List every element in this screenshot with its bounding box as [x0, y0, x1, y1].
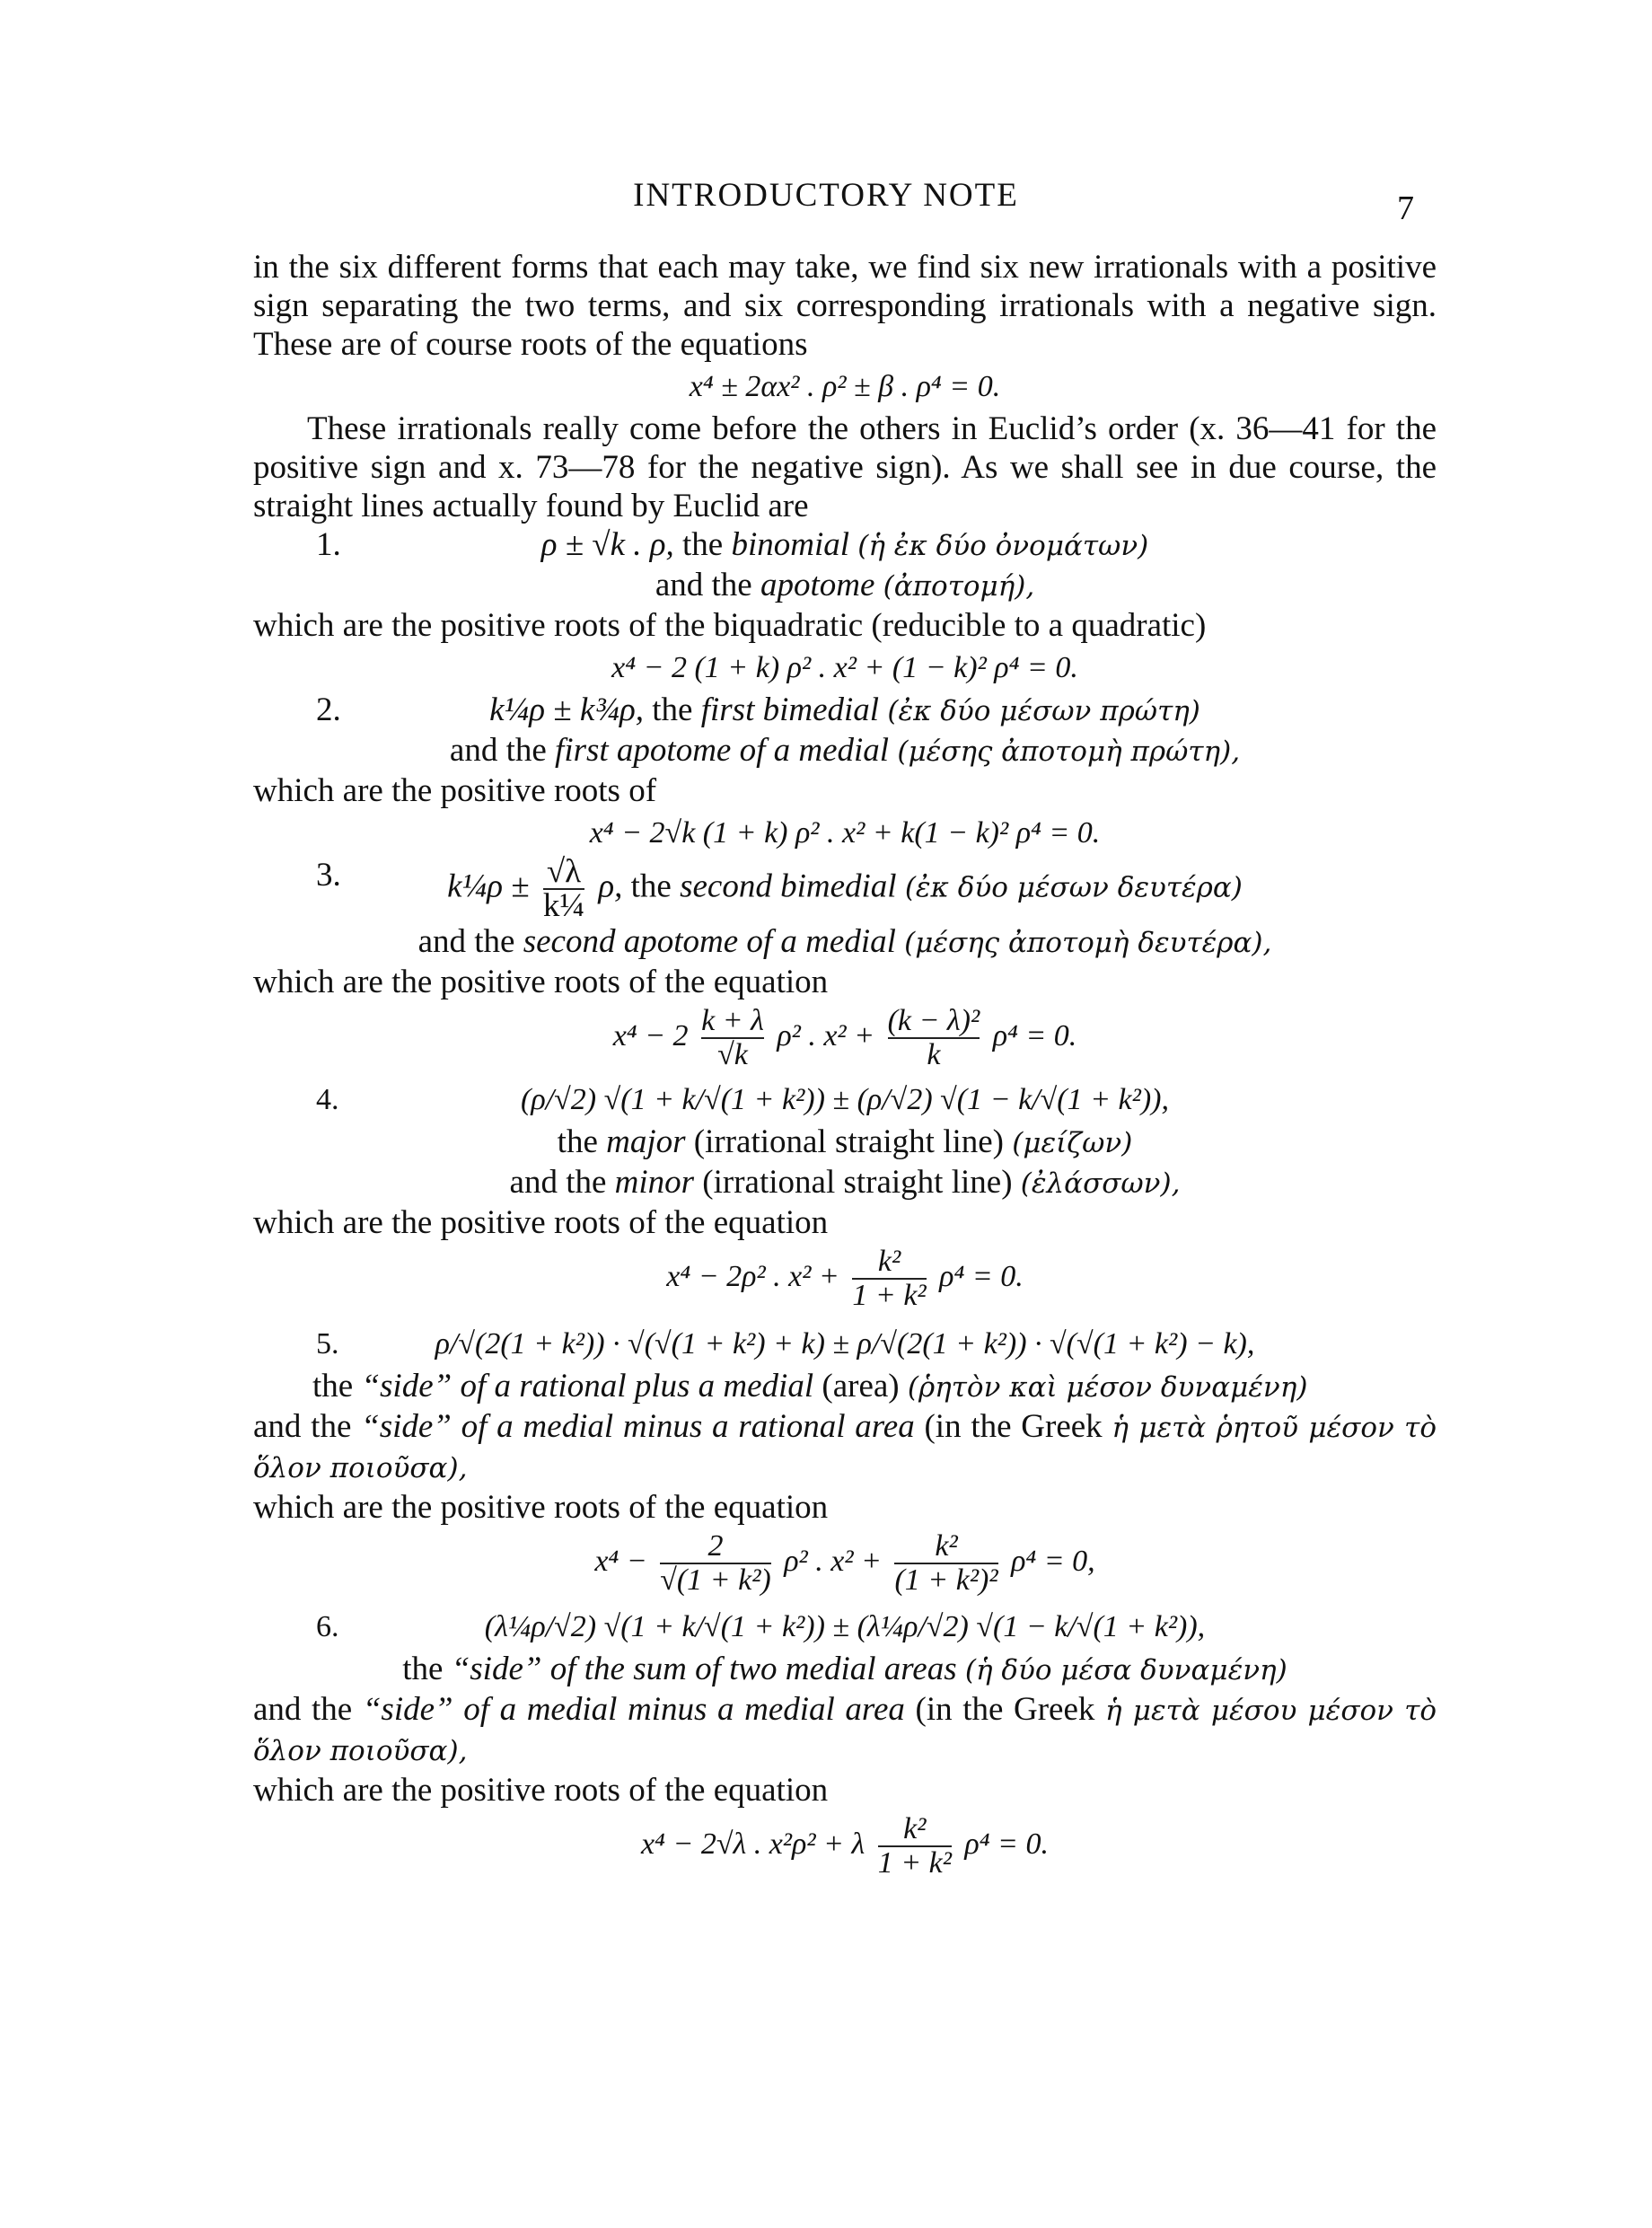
item-2-line [253, 691, 1437, 731]
item-6-and: and the [253, 1691, 353, 1728]
item-5-greek: (ῥητὸν καὶ μέσον δυναμένη) [907, 1371, 1308, 1404]
item-5-line-2 [253, 1367, 1437, 1407]
item-2-name-2: first apotome of a medial [555, 732, 890, 769]
item-3-greek: (ἐκ δύο μέσων δευτέρα) [904, 871, 1243, 904]
item-6-greek-2: ἡ μετὰ μέσου μέσον τὸ ὅλον ποιοῦσα), [253, 1695, 1437, 1767]
item-5-eq-f2-num: k² [935, 1529, 958, 1563]
item-3-pre: k¼ρ ± [447, 867, 530, 905]
item-3-eq-b: ρ² . x² + [777, 1018, 875, 1052]
item-4-name-2: minor [614, 1164, 695, 1201]
item-1-roots: which are the positive roots of the biquadratic (reducible to a quadratic) [253, 607, 1207, 644]
item-2-line-2 [253, 731, 1437, 771]
item-5-and: and the [253, 1408, 352, 1445]
item-2-the: the [652, 691, 693, 728]
item-6-line-2 [253, 1650, 1437, 1690]
item-5-name: of a rational plus a medial [460, 1368, 814, 1405]
item-3-eq-frac-2 [888, 1005, 980, 1071]
item-1-the: the [682, 526, 724, 563]
item-5-side-2: “side” [361, 1408, 452, 1445]
item-1-line [253, 525, 1437, 566]
item-2-number: 2. [316, 691, 341, 728]
item-6-expression: (λ¼ρ/√2) √(1 + k/√(1 + k²)) ± (λ¼ρ/√2) √(1 − k/√(1 + k²)), [484, 1610, 1206, 1643]
item-3-frac-num: √λ [546, 853, 582, 890]
item-4-eq-f-num: k² [877, 1245, 901, 1278]
item-4-number: 4. [316, 1083, 339, 1116]
item-2-expression: k¼ρ ± k¾ρ, [489, 691, 645, 728]
item-5-roots: which are the positive roots of the equation [253, 1489, 829, 1526]
item-3-roots: which are the positive roots of the equation [253, 964, 829, 1000]
item-5-greek-2: ἡ μετὰ ῥητοῦ μέσον τὸ ὅλον ποιοῦσα), [253, 1412, 1437, 1484]
item-5-side: “side” [361, 1368, 453, 1405]
item-2-greek: (ἐκ δύο μέσων πρώτη) [887, 695, 1200, 727]
item-6-side-2: “side” [362, 1691, 453, 1728]
item-3-name: second bimedial [680, 867, 897, 905]
item-5-line-3 [253, 1407, 1437, 1488]
item-5-eq-a: x⁴ − [594, 1544, 647, 1578]
running-header [0, 176, 1652, 227]
item-6-name: of the sum of two medial areas [549, 1651, 957, 1687]
item-4-name: major [606, 1123, 686, 1160]
item-1-greek-2: (ἀποτομή), [883, 570, 1035, 603]
item-4-expression: (ρ/√2) √(1 + k/√(1 + k²)) ± (ρ/√2) √(1 − k/√(1 + k²)), [521, 1083, 1169, 1116]
item-3-line [253, 853, 1437, 924]
item-5-line [253, 1325, 1437, 1363]
item-3-post: ρ, [598, 867, 623, 905]
item-6-name-2: of a medial minus a medial area [463, 1691, 905, 1728]
item-4-the: the [557, 1123, 598, 1160]
item-1-name-2: apotome [760, 567, 875, 603]
item-5-name-2: of a medial minus a rational area [461, 1408, 915, 1445]
item-5-eq-frac-2 [894, 1530, 997, 1597]
item-3-frac-den: k¼ [542, 887, 585, 924]
page-number: 7 [1397, 189, 1414, 227]
item-6-greek: (ἡ δύο μέσα δυναμένη) [964, 1654, 1287, 1686]
item-1-equation: x⁴ − 2 (1 + k) ρ² . x² + (1 − k)² ρ⁴ = 0. [611, 651, 1078, 684]
item-1-number: 1. [316, 526, 341, 563]
item-4-greek: (μείζων) [1012, 1127, 1133, 1159]
item-6-roots: which are the positive roots of the equation [253, 1772, 829, 1809]
item-3-line-2 [253, 922, 1437, 963]
item-5-eq-f1-den: √(1 + k²) [660, 1563, 771, 1597]
item-5-area: (area) [822, 1368, 900, 1405]
item-4-equation [253, 1246, 1437, 1312]
item-1-name: binomial [731, 526, 850, 563]
item-4-eq-b: ρ⁴ = 0. [939, 1259, 1024, 1293]
item-3-eq-frac-1 [701, 1005, 764, 1071]
page-body [253, 248, 1437, 1883]
item-5-eq-frac-1 [660, 1530, 771, 1597]
item-4-mid-2: (irrational straight line) [702, 1164, 1013, 1201]
item-6-equation [253, 1813, 1437, 1880]
item-4-eq-frac [852, 1246, 926, 1312]
item-6-eq-f-den: 1 + k² [877, 1846, 952, 1880]
item-6-line-3 [253, 1690, 1437, 1771]
item-3-eq-c: ρ⁴ = 0. [992, 1018, 1077, 1052]
item-2-equation: x⁴ − 2√k (1 + k) ρ² . x² + k(1 − k)² ρ⁴ = 0. [589, 816, 1101, 850]
item-3-the: the [630, 867, 672, 905]
item-3-eq-f2-den: k [888, 1037, 980, 1071]
item-4-greek-2: (ἐλάσσων), [1020, 1167, 1181, 1200]
item-3-equation [253, 1005, 1437, 1071]
item-6-eq-b: ρ⁴ = 0. [964, 1827, 1050, 1861]
item-4-mid: (irrational straight line) [693, 1123, 1004, 1160]
item-3-eq-f1-num: k + λ [701, 1004, 764, 1037]
paragraph-2: These irrationals really come before the others in Euclid’s order (x. 36—41 for the positive sign and x. 73—78 for the negative sign). As we shall see in due course, the straight lines actually found by Euclid are [253, 410, 1437, 524]
item-3-eq-a: x⁴ − 2 [612, 1018, 689, 1052]
equation-general: x⁴ ± 2αx² . ρ² ± β . ρ⁴ = 0. [689, 370, 1001, 403]
item-1-expression: ρ ± √k . ρ, [540, 526, 674, 563]
item-3-and: and the [417, 923, 515, 960]
item-3-eq-f2-num: (k − λ)² [887, 1004, 980, 1037]
item-5-eq-f1-num: 2 [707, 1529, 724, 1563]
item-6-eq-frac [878, 1813, 952, 1880]
item-3-eq-f1-den: √k [701, 1037, 764, 1071]
item-4-and: and the [509, 1164, 607, 1201]
item-5-in-greek: (in the Greek [924, 1408, 1103, 1445]
item-6-line [253, 1607, 1437, 1646]
item-4-roots: which are the positive roots of the equation [253, 1204, 829, 1241]
item-1-line-2 [253, 566, 1437, 606]
item-2-roots: which are the positive roots of [253, 772, 657, 809]
paragraph-1: in the six different forms that each may take, we find six new irrationals with a positive sign separating the two terms, and six corresponding irrationals with a negative sign. These are of course roots of the equations [253, 249, 1437, 363]
item-5-the: the [312, 1368, 354, 1405]
item-2-and: and the [449, 732, 547, 769]
item-1-and: and the [655, 567, 752, 603]
item-3-fraction [542, 853, 585, 924]
item-4-eq-f-den: 1 + k² [852, 1279, 927, 1312]
item-1-greek: (ἡ ἐκ δύο ὀνομάτων) [857, 530, 1149, 562]
item-5-eq-f2-den: (1 + k²)² [894, 1563, 998, 1597]
item-6-eq-f-num: k² [903, 1812, 927, 1845]
item-5-eq-c: ρ⁴ = 0, [1011, 1544, 1095, 1578]
item-6-side: “side” [451, 1651, 542, 1687]
item-6-eq-a: x⁴ − 2√λ . x²ρ² + λ [640, 1827, 866, 1861]
item-6-number: 6. [316, 1610, 339, 1643]
item-4-line-2 [253, 1123, 1437, 1163]
item-3-number: 3. [316, 857, 341, 894]
running-title: INTRODUCTORY NOTE [633, 177, 1019, 214]
item-3-greek-2: (μέσης ἀποτομὴ δευτέρα), [904, 927, 1272, 959]
item-5-equation [253, 1530, 1437, 1597]
item-2-name: first bimedial [700, 691, 880, 728]
item-6-in-greek: (in the Greek [915, 1691, 1095, 1728]
item-5-expression: ρ/√(2(1 + k²)) · √(√(1 + k²) + k) ± ρ/√(2(1 + k²)) · √(√(1 + k²) − k), [435, 1327, 1255, 1361]
item-6-the: the [402, 1651, 444, 1687]
item-4-eq-a: x⁴ − 2ρ² . x² + [666, 1259, 839, 1293]
item-5-eq-b: ρ² . x² + [784, 1544, 882, 1578]
item-3-name-2: second apotome of a medial [523, 923, 896, 960]
item-2-greek-2: (μέσης ἀποτομὴ πρώτη), [897, 735, 1241, 768]
item-4-line [253, 1080, 1437, 1119]
item-4-line-3 [253, 1163, 1437, 1203]
item-5-number: 5. [316, 1327, 339, 1361]
